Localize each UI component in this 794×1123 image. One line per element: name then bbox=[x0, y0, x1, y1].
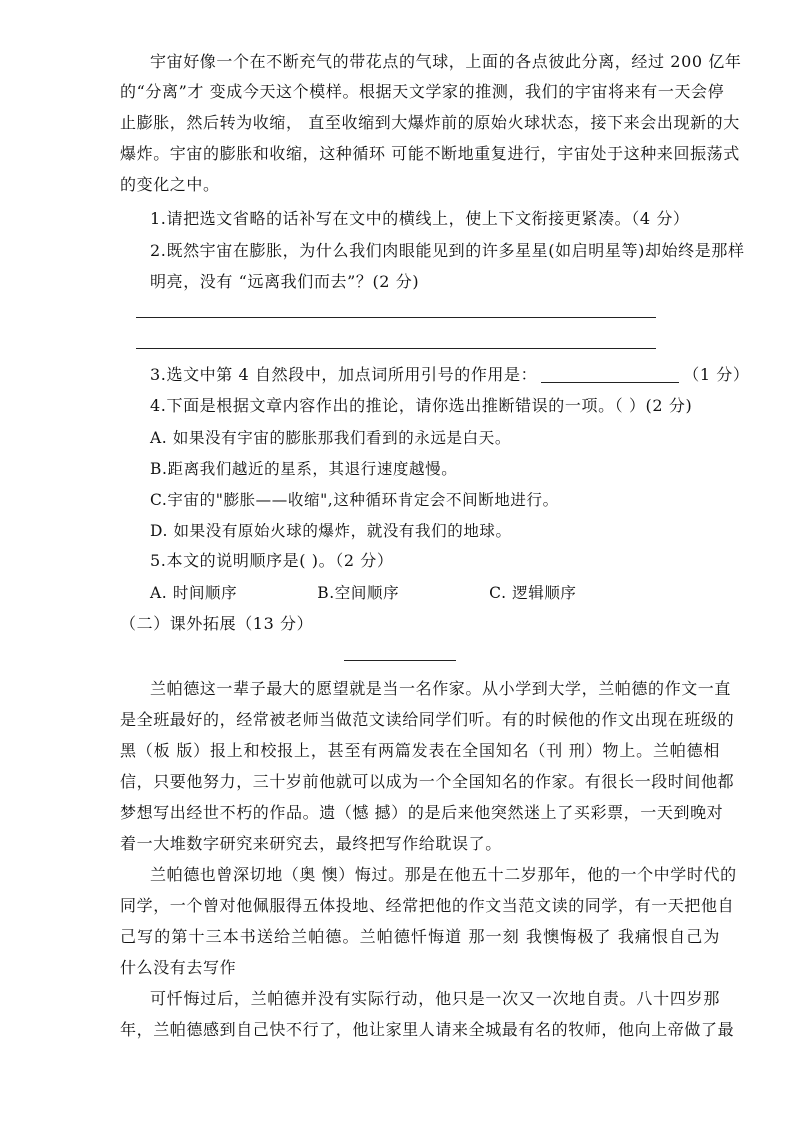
question-4-option-b: B.距离我们越近的星系，其退行速度越慢。 bbox=[150, 460, 458, 478]
question-3-text: 3.选文中第 4 自然段中，加点词所用引号的作用是： bbox=[150, 365, 538, 384]
passage1-line-5: 的变化之中。 bbox=[120, 175, 220, 194]
passage1-line-1: 宇宙好像一个在不断充气的带花点的气球，上面的各点彼此分离，经过 200 亿年 bbox=[150, 52, 742, 71]
question-3 bbox=[150, 365, 750, 385]
question-5-options bbox=[150, 583, 577, 603]
passage2-line-2: 是全班最好的，经常被老师当做范文读给同学们听。有的时候他的作文出现在班级的 bbox=[120, 710, 735, 729]
passage2-line-7: 兰帕德也曾深切地（奥 懊）悔过。那是在他五十二岁那年，他的一个中学时代的 bbox=[150, 865, 737, 884]
section-2-heading: （二）课外拓展（13 分） bbox=[120, 614, 314, 633]
passage2-line-6: 着一大堆数字研究来研究去，最终把写作给耽误了。 bbox=[120, 834, 502, 853]
question-4-option-d: D. 如果没有原始火球的爆炸，就没有我们的地球。 bbox=[150, 522, 512, 540]
passage2-line-11: 可忏悔过后，兰帕德并没有实际行动，他只是一次又一次地自责。八十四岁那 bbox=[150, 989, 720, 1008]
passage2-line-9: 己写的第十三本书送给兰帕德。兰帕德忏悔道 那一刻 我懊悔极了 我痛恨自己为 bbox=[120, 927, 720, 946]
passage2-line-3: 黑（板 版）报上和校报上，甚至有两篇发表在全国知名（刊 刑）物上。兰帕德相 bbox=[120, 741, 720, 760]
question-4: 4.下面是根据文章内容作出的推论，请你选出推断错误的一项。（ ）(2 分) bbox=[150, 396, 693, 415]
question-3-blank[interactable] bbox=[541, 366, 679, 383]
question-5-option-b: B.空间顺序 bbox=[317, 584, 400, 602]
answer-line-2[interactable] bbox=[136, 348, 656, 349]
passage2-line-12: 年，兰帕德感到自己快不行了，他让家里人请来全城最有名的牧师，他向上帝做了最 bbox=[120, 1020, 735, 1039]
question-5-option-a: A. 时间顺序 bbox=[150, 584, 238, 602]
title-blank-line[interactable] bbox=[344, 660, 456, 661]
answer-line-1[interactable] bbox=[136, 317, 656, 318]
passage2-line-1: 兰帕德这一辈子最大的愿望就是当一名作家。从小学到大学，兰帕德的作文一直 bbox=[150, 679, 732, 698]
question-4-option-a: A. 如果没有宇宙的膨胀那我们看到的永远是白天。 bbox=[150, 429, 511, 447]
question-2-line-1: 2.既然宇宙在膨胀，为什么我们肉眼能见到的许多星星(如启明星等)却始终是那样 bbox=[150, 241, 745, 260]
passage2-line-4: 信，只要他努力，三十岁前他就可以成为一个全国知名的作家。有很长一段时间他都 bbox=[120, 772, 735, 791]
passage1-line-3: 止膨胀，然后转为收缩， 直至收缩到大爆炸前的原始火球状态，接下来会出现新的大 bbox=[120, 113, 740, 132]
question-3-score: （1 分） bbox=[683, 365, 750, 384]
passage2-line-8: 同学，一个曾对他佩服得五体投地、经常把他的作文当范文读的同学，有一天把他自 bbox=[120, 896, 735, 915]
passage1-line-4: 爆炸。宇宙的膨胀和收缩，这种循环 可能不断地重复进行，宇宙处于这种来回振荡式 bbox=[120, 144, 740, 163]
question-5: 5.本文的说明顺序是( )。（2 分） bbox=[150, 551, 394, 570]
question-2-line-2: 明亮，没有 “远离我们而去”？(2 分) bbox=[150, 272, 420, 291]
question-4-option-c: C.宇宙的"膨胀——收缩",这种循环肯定会不间断地进行。 bbox=[150, 491, 559, 509]
passage2-line-5: 梦想写出经世不朽的作品。遗（憾 撼）的是后来他突然迷上了买彩票，一天到晚对 bbox=[120, 803, 724, 822]
passage2-line-10: 什么没有去写作 bbox=[120, 958, 237, 977]
passage1-line-2: 的“分离”才 变成今天这个模样。根据天文学家的推测，我们的宇宙将来有一天会停 bbox=[120, 82, 725, 101]
question-1: 1.请把选文省略的话补写在文中的横线上，使上下文衔接更紧凑。（4 分） bbox=[150, 209, 690, 228]
question-5-option-c: C. 逻辑顺序 bbox=[489, 584, 577, 602]
